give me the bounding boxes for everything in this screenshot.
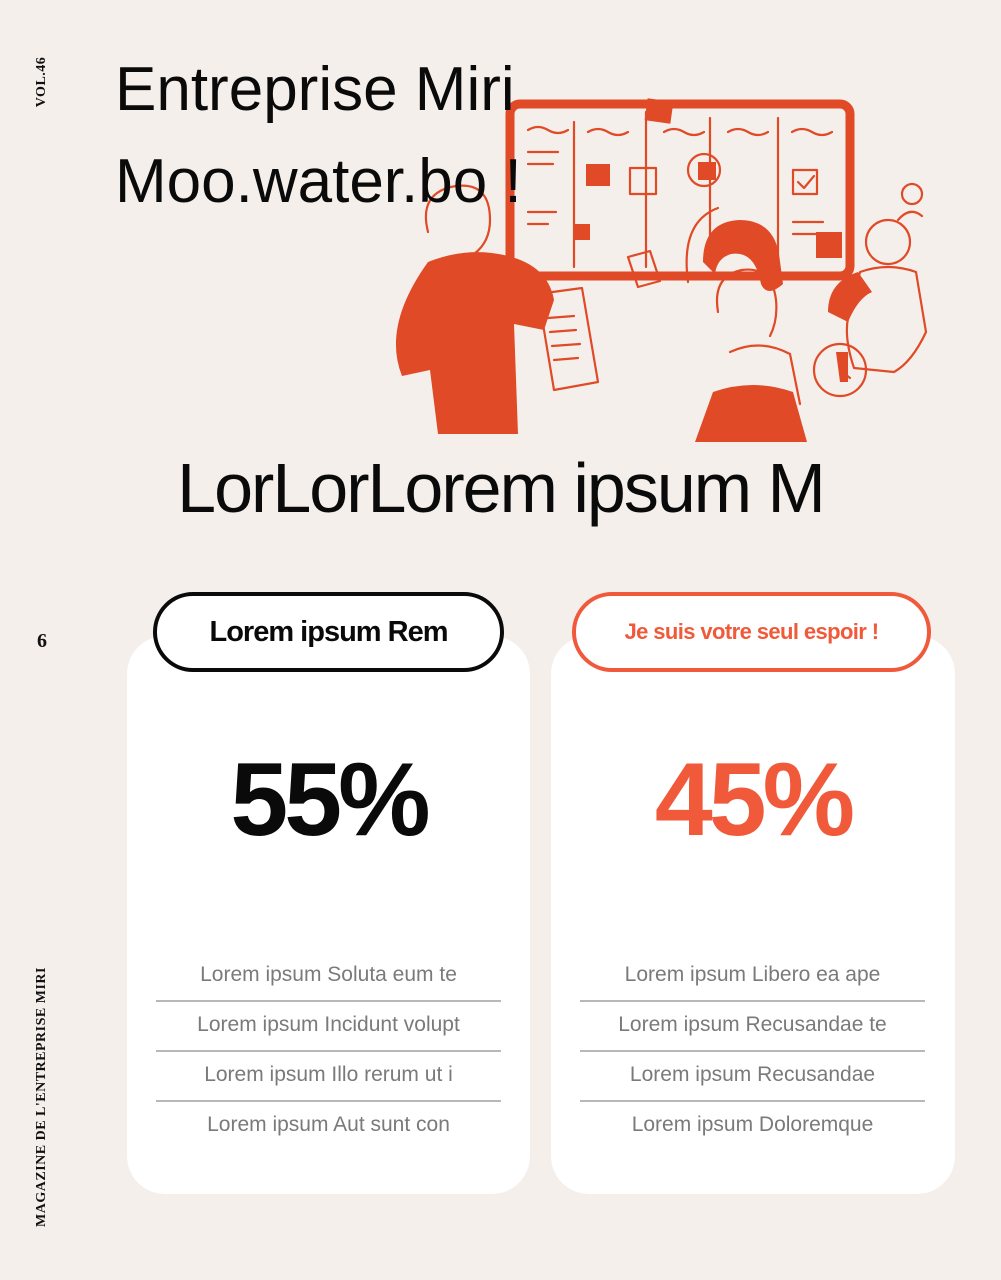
volume-label: VOL.46 bbox=[34, 56, 49, 108]
stat-pill-right: Je suis votre seul espoir ! bbox=[572, 592, 931, 672]
percentage-left: 55% bbox=[230, 742, 427, 858]
list-item: Lorem ipsum Soluta eum te bbox=[156, 952, 501, 1002]
headline: LorLorLorem ipsum M bbox=[177, 449, 824, 527]
page-title bbox=[115, 44, 522, 228]
list-item: Lorem ipsum Doloremque bbox=[631, 1113, 874, 1136]
stat-pill-left: Lorem ipsum Rem bbox=[153, 592, 504, 672]
list-item: Lorem ipsum Libero ea ape bbox=[580, 952, 925, 1002]
list-item: Lorem ipsum Recusandae te bbox=[580, 1002, 925, 1052]
title-line-2: Moo.water.bo ! bbox=[115, 147, 522, 216]
magazine-name: MAGAZINE DE L'ENTREPRISE MIRI bbox=[34, 967, 49, 1227]
list-item: Lorem ipsum Aut sunt con bbox=[207, 1113, 450, 1136]
list-item: Lorem ipsum Recusandae bbox=[580, 1052, 925, 1102]
list-item: Lorem ipsum Illo rerum ut i bbox=[156, 1052, 501, 1102]
stat-list-right bbox=[580, 952, 925, 1150]
percentage-right: 45% bbox=[654, 742, 852, 858]
page-number: 6 bbox=[37, 630, 47, 652]
list-item: Lorem ipsum Incidunt volupt bbox=[156, 1002, 501, 1052]
stat-list-left bbox=[156, 952, 501, 1150]
title-line-1: Entreprise Miri bbox=[115, 55, 515, 124]
